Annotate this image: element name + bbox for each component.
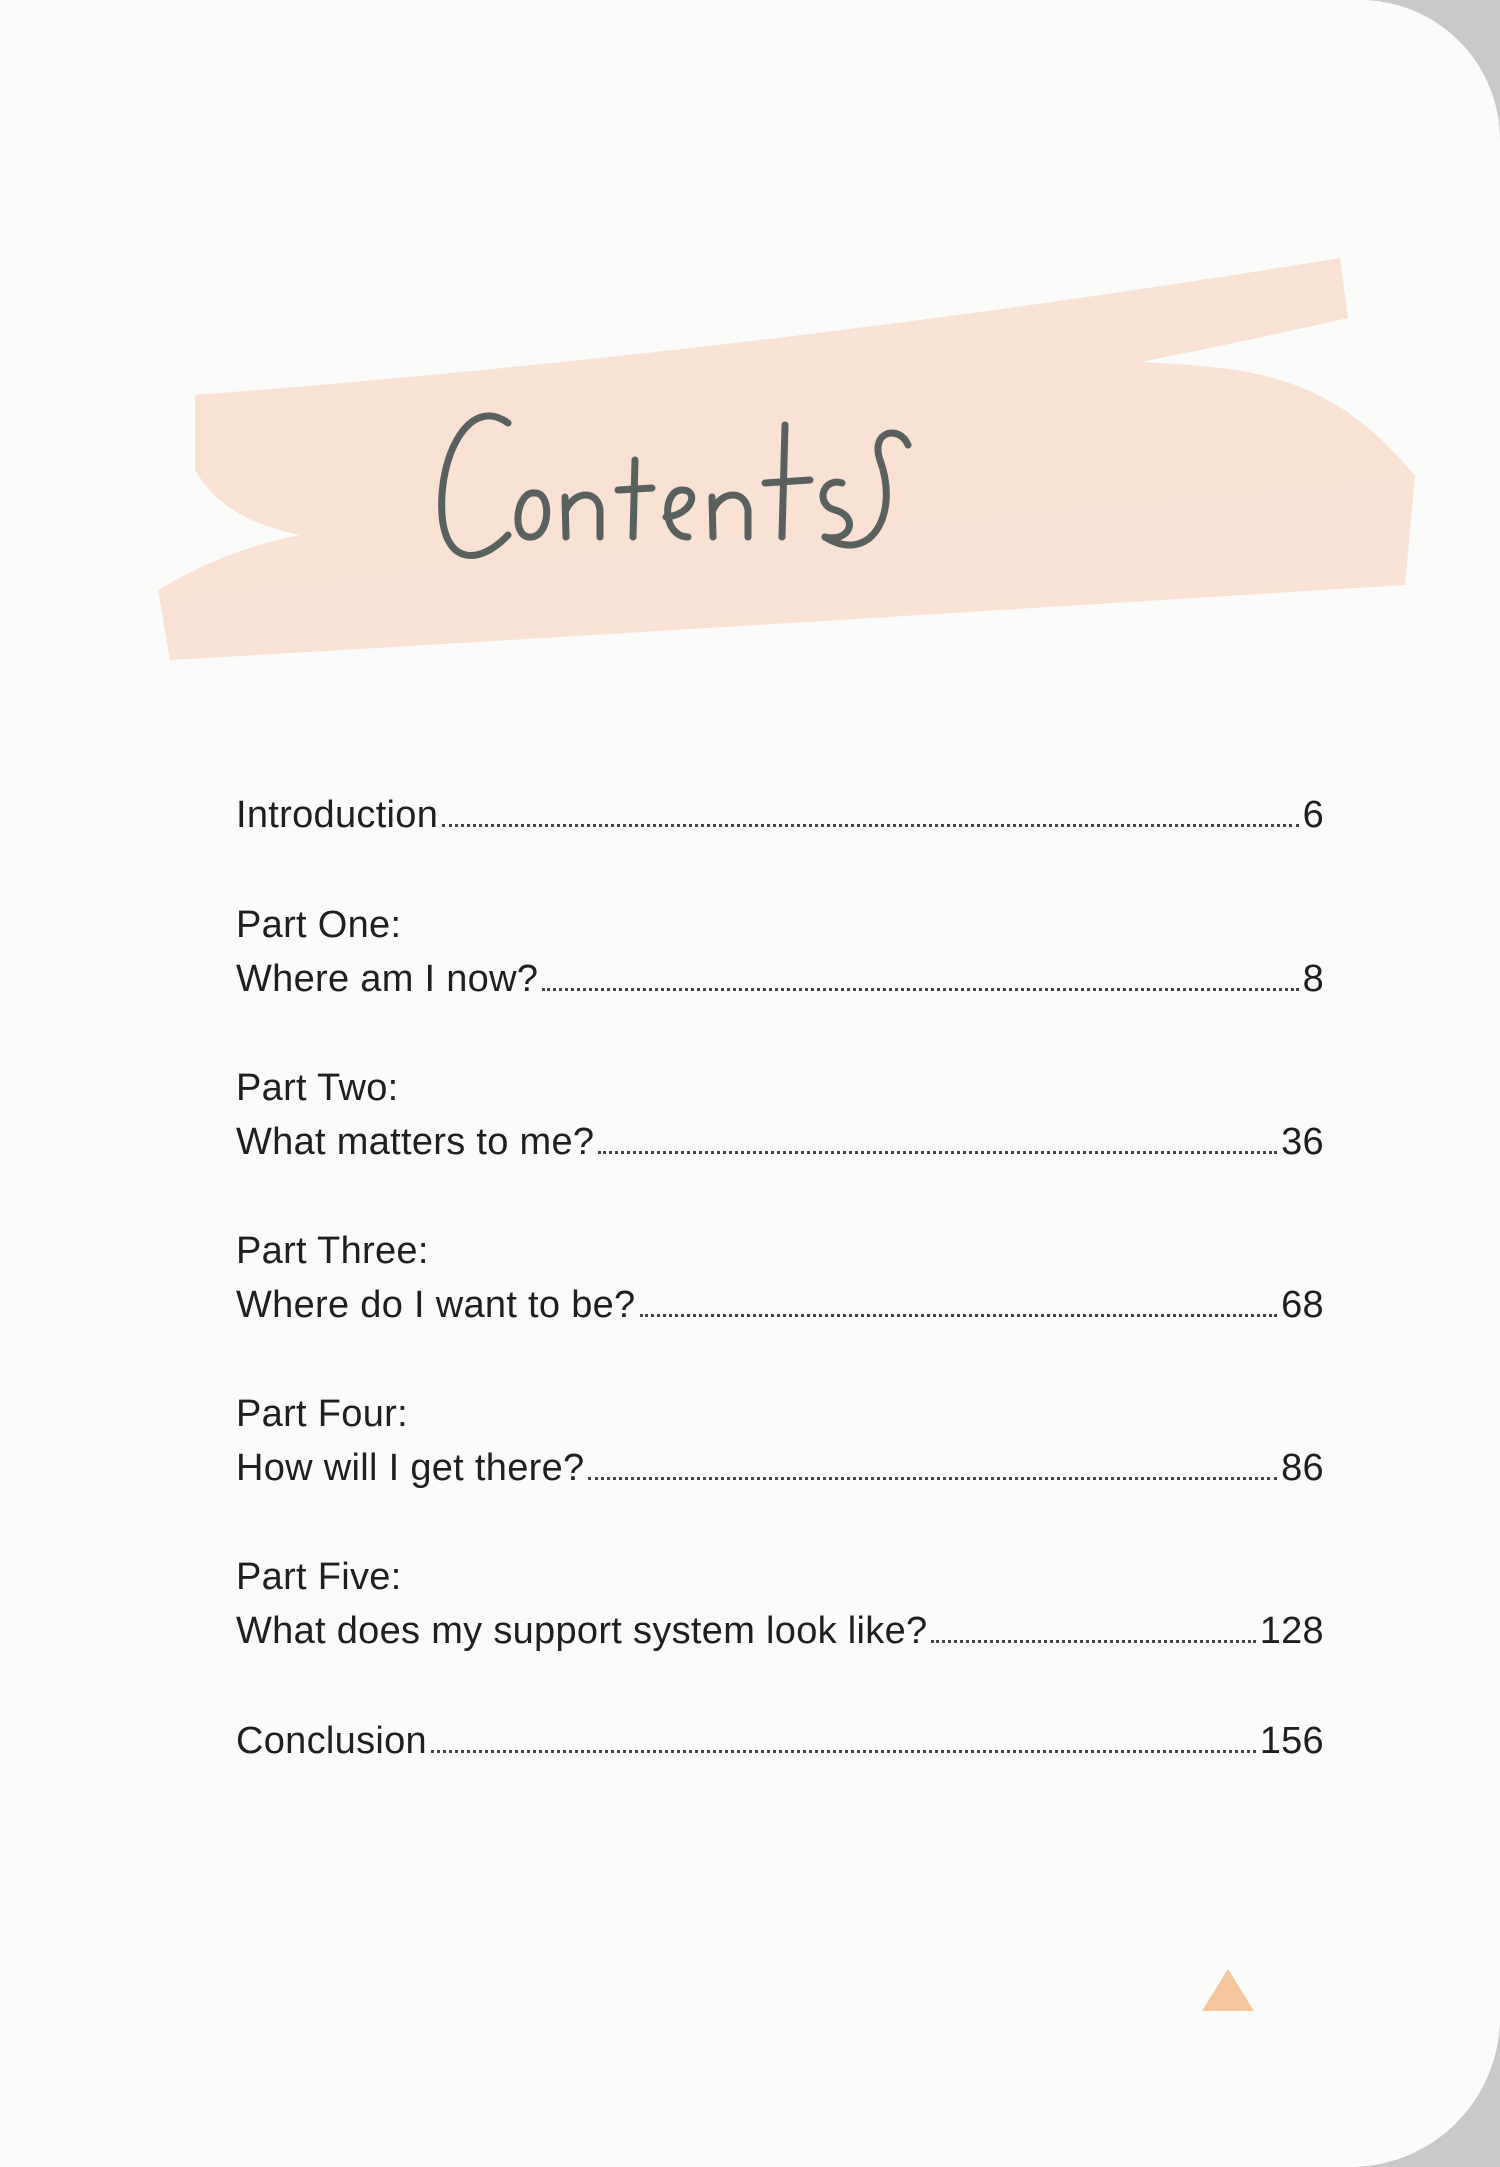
dot-leader <box>431 1750 1256 1753</box>
toc-entry-part-five[interactable] <box>236 1554 1324 1654</box>
toc-part-label: Part Two: <box>236 1067 399 1109</box>
toc-page-number: 128 <box>1259 1610 1324 1652</box>
dot-leader <box>542 988 1298 991</box>
toc-title: Conclusion <box>236 1720 427 1762</box>
toc-page-number: 156 <box>1259 1720 1324 1762</box>
dot-leader <box>931 1640 1255 1643</box>
triangle-icon <box>1198 1965 1258 2015</box>
contents-title-text: Contents <box>430 365 434 366</box>
toc-title: Introduction <box>236 794 439 836</box>
toc-page-number: 36 <box>1281 1121 1324 1163</box>
toc-page-number: 6 <box>1302 794 1324 836</box>
toc-entry-part-two[interactable] <box>236 1065 1324 1165</box>
dot-leader <box>588 1477 1277 1480</box>
dot-leader <box>640 1314 1278 1317</box>
toc-page-number: 86 <box>1281 1447 1324 1489</box>
toc-entry-conclusion[interactable] <box>236 1718 1324 1764</box>
toc-page-number: 8 <box>1302 958 1324 1000</box>
toc-entry-part-four[interactable] <box>236 1391 1324 1491</box>
dot-leader <box>442 824 1298 827</box>
toc-title: Where am I now? <box>236 958 539 1000</box>
toc-title: Where do I want to be? <box>236 1284 636 1326</box>
toc-part-label: Part Five: <box>236 1556 402 1598</box>
toc-title: How will I get there? <box>236 1447 585 1489</box>
toc-part-label: Part One: <box>236 904 402 946</box>
toc-part-label: Part Three: <box>236 1230 429 1272</box>
toc-entry-introduction[interactable] <box>236 792 1324 838</box>
toc-page-number: 68 <box>1281 1284 1324 1326</box>
toc-entry-part-one[interactable] <box>236 902 1324 1002</box>
toc-entry-part-three[interactable] <box>236 1228 1324 1328</box>
toc-title: What does my support system look like? <box>236 1610 928 1652</box>
dot-leader <box>598 1151 1277 1154</box>
toc-title: What matters to me? <box>236 1121 595 1163</box>
contents-title-script <box>430 365 1070 595</box>
toc-part-label: Part Four: <box>236 1393 408 1435</box>
